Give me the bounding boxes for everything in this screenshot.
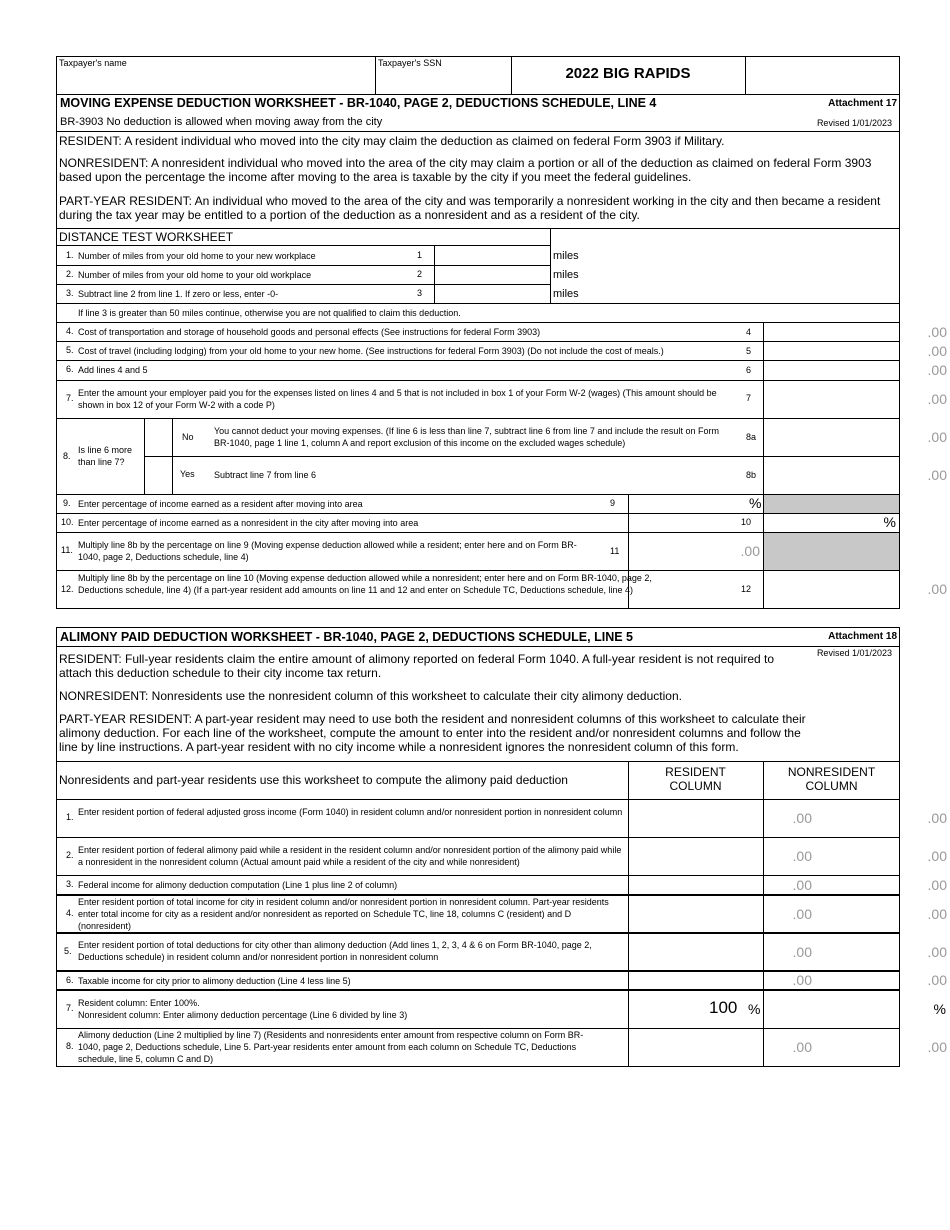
line-ref: 5	[746, 346, 752, 356]
line-number: 7.	[66, 1003, 74, 1013]
alimony-line-2-resident[interactable]: .00	[792, 848, 812, 864]
amount-cents: .00	[927, 343, 947, 359]
line-number: 1.	[66, 812, 74, 822]
moving-partyear-text: PART-YEAR RESIDENT: An individual who moved to the area of the city and was temporarily a nonresident working in the city and then became a resident during the tax year may be entitled to a portion of the deduction as a nonresident and as a resident of the city.	[59, 194, 881, 222]
line-ref: 2	[417, 269, 423, 279]
line-number: 1.	[66, 250, 74, 260]
line-number: 3.	[66, 879, 74, 889]
resident-column-header: RESIDENT COLUMN	[665, 765, 726, 793]
alimony-line-7-text: Resident column: Enter 100%. Nonresident column: Enter alimony deduction percentage (Line 6 divided by line 3)	[78, 998, 408, 1020]
percent-sign: %	[883, 514, 896, 530]
alimony-line-2-text: Enter resident portion of federal alimony paid while a resident in the resident column and/or nonresident portion of the alimony paid while a nonresident in the nonresident column (Actual amount paid while a resident of the city and while nonresident)	[78, 845, 622, 867]
alimony-line-4-resident[interactable]: .00	[792, 906, 812, 922]
nonresident-column-header: NONRESIDENT COLUMN	[787, 765, 876, 793]
line-ref: 10	[741, 517, 752, 527]
line-ref: 6	[746, 365, 752, 375]
alimony-line-7-resident[interactable]: 100	[709, 998, 738, 1017]
alimony-line-3-resident[interactable]: .00	[792, 877, 812, 893]
shaded-cell	[764, 495, 899, 513]
alimony-line-3-nonresident[interactable]: .00	[927, 877, 947, 893]
line-number: 10.	[61, 517, 74, 527]
line-number: 8.	[66, 1041, 74, 1051]
amount-cents: .00	[927, 581, 947, 597]
moving-line-11-text: Multiply line 8b by the percentage on line 9 (Moving expense deduction allowed while a resident; enter here and on Form BR-1040, page 2, Deductions schedule, line 4)	[78, 540, 577, 562]
taxpayer-ssn-field[interactable]	[379, 70, 507, 92]
alimony-line-6-resident[interactable]: .00	[792, 972, 812, 988]
moving-title: MOVING EXPENSE DEDUCTION WORKSHEET - BR-1040, PAGE 2, DEDUCTIONS SCHEDULE, LINE 4	[60, 96, 657, 110]
line-number: 5.	[66, 345, 74, 355]
amount-cents: .00	[927, 362, 947, 378]
amount-cents: .00	[740, 543, 760, 559]
moving-line-10-input[interactable]	[766, 515, 876, 531]
moving-line-11-amount[interactable]	[629, 543, 760, 561]
moving-subtitle: BR-3903 No deduction is allowed when moving away from the city	[60, 116, 383, 128]
alimony-line-4-text: Enter resident portion of total income for city in resident column and/or nonresident portion in nonresident column. Part-year residents enter total income for city as a resident and/or nonresident as reported on Schedule TC, line 18, columns C (resident) and D (nonresident)	[78, 897, 609, 931]
line-ref: 1	[417, 250, 423, 260]
alimony-attachment: Attachment 18	[828, 631, 897, 642]
percent-sign: %	[748, 1001, 761, 1017]
alimony-line-8-nonresident[interactable]: .00	[927, 1039, 947, 1055]
alimony-line-1-nonresident[interactable]: .00	[927, 810, 947, 826]
line-8a-text: You cannot deduct your moving expenses. (If line 6 is less than line 7, subtract line 6 from line 7 and include the result on Form BR-1040, page 1 line 1, column A and report exclusion of this income on the excluded wages schedule)	[214, 426, 719, 448]
line-8b-text: Subtract line 7 from line 6	[214, 470, 317, 480]
amount-cents: .00	[927, 324, 947, 340]
alimony-line-1-text: Enter resident portion of federal adjusted gross income (Form 1040) in resident column and/or nonresident portion in nonresident column	[78, 807, 623, 817]
line-number: 3.	[66, 288, 74, 298]
moving-nonresident-text: NONRESIDENT: A nonresident individual who moved into the area of the city may claim a portion or all of the deduction as claimed on federal Form 3903 based upon the percentage the income after moving to the area is taxable by the city if you meet the federal guidelines.	[59, 156, 872, 184]
moving-line-7-text: Enter the amount your employer paid you for the expenses listed on lines 4 and 5 that is not included in box 1 of your Form W-2 (wages) (This amount should be shown in box 12 of your Form W-2 with a code P)	[78, 388, 717, 410]
miles-unit: miles	[553, 269, 579, 281]
line-number: 6.	[66, 975, 74, 985]
line-number: 7.	[66, 393, 74, 403]
moving-line-10-text: Enter percentage of income earned as a nonresident in the city after moving into area	[78, 518, 419, 528]
distance-line-1-input[interactable]	[436, 247, 548, 263]
distance-line-2-input[interactable]	[436, 267, 548, 283]
moving-line-6-text: Add lines 4 and 5	[78, 365, 148, 375]
alimony-line-2-nonresident[interactable]: .00	[927, 848, 947, 864]
line-ref: 8b	[746, 470, 757, 480]
line-ref: 4	[746, 327, 752, 337]
alimony-line-5-resident[interactable]: .00	[792, 944, 812, 960]
shaded-cell	[764, 533, 899, 570]
alimony-line-7-nonresident[interactable]: %	[933, 1001, 946, 1017]
line-number: 2.	[66, 850, 74, 860]
distance-line-3-text: Subtract line 2 from line 1. If zero or less, enter -0-	[78, 289, 279, 299]
form-title: 2022 BIG RAPIDS	[565, 65, 691, 82]
taxpayer-name-label: Taxpayer's name	[59, 58, 127, 68]
line-8-yes-label: Yes	[180, 469, 195, 479]
amount-cents: .00	[927, 429, 947, 445]
alimony-line-8-resident[interactable]: .00	[792, 1039, 812, 1055]
line-ref: 9	[610, 498, 616, 508]
taxpayer-name-field[interactable]	[60, 70, 370, 92]
taxpayer-ssn-label: Taxpayer's SSN	[378, 58, 442, 68]
distance-note: If line 3 is greater than 50 miles continue, otherwise you are not qualified to claim this deduction.	[78, 308, 461, 318]
line-8-no-label: No	[182, 432, 194, 442]
miles-unit: miles	[553, 288, 579, 300]
amount-cents: .00	[927, 391, 947, 407]
distance-line-2-text: Number of miles from your old home to your old workplace	[78, 270, 312, 280]
moving-resident-text: RESIDENT: A resident individual who moved into the city may claim the deduction as claimed on federal Form 3903 if Military.	[59, 134, 725, 148]
line-number: 5.	[64, 946, 72, 956]
moving-line-9-text: Enter percentage of income earned as a resident after moving into area	[78, 499, 363, 509]
line-number: 4.	[66, 908, 74, 918]
distance-line-3-input[interactable]	[436, 286, 548, 302]
line-ref: 12	[741, 584, 752, 594]
line-ref: 7	[746, 393, 752, 403]
moving-attachment: Attachment 17	[828, 98, 897, 109]
line-ref: 3	[417, 288, 423, 298]
alimony-line-5-text: Enter resident portion of total deductions for city other than alimony deduction (Add lines 1, 2, 3, 4 & 6 on Form BR-1040, page 2, Deductions schedule) in resident column and/or nonresident portion in nonresident column	[78, 940, 592, 962]
moving-revised: Revised 1/01/2023	[816, 118, 892, 128]
miles-unit: miles	[553, 250, 579, 262]
alimony-table-intro: Nonresidents and part-year residents use this worksheet to compute the alimony paid deduction	[59, 773, 568, 787]
distance-test-header: DISTANCE TEST WORKSHEET	[59, 230, 234, 244]
line-number: 8.	[63, 451, 71, 461]
percent-sign: %	[749, 495, 762, 511]
line-number: 9.	[63, 498, 71, 508]
line-number: 4.	[66, 326, 74, 336]
line-number: 2.	[66, 269, 74, 279]
moving-line-12-text: Multiply line 8b by the percentage on line 10 (Moving expense deduction allowed while a nonresident; enter here and on Form BR-1040, page 2, Deductions schedule, line 4) (If a part-year resident add amounts on line 11 and 12 and enter on Schedule TC, Deductions schedule, line 4)	[78, 573, 652, 595]
line-8-question: Is line 6 more than line 7?	[78, 445, 133, 467]
moving-line-4-text: Cost of transportation and storage of household goods and personal effects (See instructions for federal Form 3903)	[78, 327, 541, 337]
alimony-line-4-nonresident[interactable]: .00	[927, 906, 947, 922]
line-ref: 8a	[746, 432, 757, 442]
alimony-line-6-text: Taxable income for city prior to alimony deduction (Line 4 less line 5)	[78, 976, 351, 986]
alimony-line-6-nonresident[interactable]: .00	[927, 972, 947, 988]
alimony-partyear-text: PART-YEAR RESIDENT: A part-year resident may need to use both the resident and nonresident columns of this worksheet to calculate their alimony deduction. For each line of the worksheet, compute the amount to enter into the resident and/or nonresident columns and follow the line by line instructions. A part-year resident with no city income while a nonresident ignores the nonresident column of this form.	[59, 712, 806, 754]
distance-line-1-text: Number of miles from your old home to your new workplace	[78, 251, 316, 261]
alimony-revised: Revised 1/01/2023	[816, 648, 892, 658]
alimony-line-3-text: Federal income for alimony deduction computation (Line 1 plus line 2 of column)	[78, 880, 398, 890]
alimony-line-1-resident[interactable]: .00	[792, 810, 812, 826]
alimony-nonresident-text: NONRESIDENT: Nonresidents use the nonresident column of this worksheet to calculate their city alimony deduction.	[59, 689, 682, 703]
line-number: 6.	[66, 364, 74, 374]
alimony-line-5-nonresident[interactable]: .00	[927, 944, 947, 960]
alimony-title: ALIMONY PAID DEDUCTION WORKSHEET - BR-1040, PAGE 2, DEDUCTIONS SCHEDULE, LINE 5	[60, 630, 633, 644]
moving-line-9-input[interactable]	[630, 496, 745, 512]
alimony-line-8-text: Alimony deduction (Line 2 multiplied by line 7) (Residents and nonresidents enter amount from respective column on Form BR-1040, page 2, Deductions schedule, Line 5. Part-year residents enter amount from each column on Schedule TC, Deductions schedule, line 5, column C and D)	[78, 1030, 584, 1064]
line-number: 12.	[61, 584, 74, 594]
moving-line-5-text: Cost of travel (including lodging) from your old home to your new home. (See instructions for federal Form 3903) (Do not include the cost of meals.)	[78, 346, 664, 356]
amount-cents: .00	[927, 467, 947, 483]
line-ref: 11	[610, 546, 620, 556]
line-number: 11.	[61, 545, 73, 555]
alimony-resident-text: RESIDENT: Full-year residents claim the entire amount of alimony reported on federal Form 1040. A full-year resident is not required to attach this deduction schedule to their city income tax return.	[59, 652, 775, 680]
